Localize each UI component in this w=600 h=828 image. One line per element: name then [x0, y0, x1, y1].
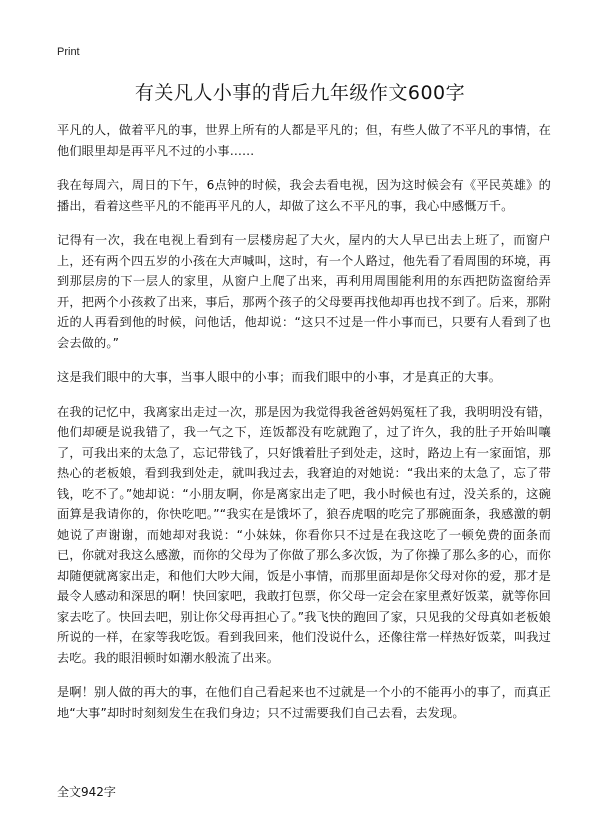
paragraph: 我在每周六，周日的下午，6点钟的时候，我会去看电视，因为这时候会有《平民英雄》的播出，看着这些平凡的不能再平凡的人，却做了这么不平凡的事，我心中感慨万千。: [57, 178, 551, 213]
paragraph: 记得有一次，我在电视上看到有一层楼房起了大火，屋内的大人早已出去上班了，而窗户上，还有两个四五岁的小孩在大声喊叫，这时，有一个人路过，他先看了看周围的环境，再到那层房的下一层人的家里，从窗户上爬了出来，再利用周围能利用的东西把防盗窗给弄开，把两个小孩救了出来，事后，那两个孩子的父母要再找他却再也找不到了。后来，那附近的人再看到他的时候，问他话，他却说：“这只不过是一件小事而已，只要有人看到了也会去做的。”: [57, 233, 551, 350]
article-title: 有关凡人小事的背后九年级作文600字: [134, 82, 466, 104]
print-link[interactable]: Print: [57, 46, 80, 58]
paragraph: 平凡的人，做着平凡的事，世界上所有的人都是平凡的；但，有些人做了不平凡的事情，在他们眼里却是再平凡不过的小事……: [57, 123, 551, 158]
word-count: 全文942字: [57, 785, 116, 799]
article-body: [57, 120, 551, 737]
paragraph: 是啊！别人做的再大的事，在他们自己看起来也不过就是一个小的不能再小的事了，而真正地“大事”却时时刻刻发生在我们身边；只不过需要我们自己去看，去发现。: [57, 685, 551, 720]
paragraph: 这是我们眼中的大事，当事人眼中的小事；而我们眼中的小事，才是真正的大事。: [57, 370, 502, 384]
paragraph: 在我的记忆中，我离家出走过一次，那是因为我觉得我爸爸妈妈冤枉了我，我明明没有错，他们却硬是说我错了，我一气之下，连饭都没有吃就跑了，过了许久，我的肚子开始叫嚷了，可我出来的太急了，忘记带钱了，只好饿着肚子到处走，这时，路边上有一家面馆，那热心的老板娘，看到我到处走，就叫我过去，我窘迫的对她说：“我出来的太急了，忘了带钱，吃不了。”她却说：“小朋友啊，你是离家出走了吧，我小时候也有过，没关系的，这碗面算是我请你的，你快吃吧。”“我实在是饿坏了，狼吞虎咽的吃完了那碗面条，我感激的朝她说了声谢谢，而她却对我说：“小妹妹，你看你只不过是在我这吃了一顿免费的面条而已，你就对我这么感激，而你的父母为了你做了那么多次饭，为了你操了那么多的心，而你却随便就离家出走，和他们大吵大闹，饭是小事情，而那里面却是你父母对你的爱，那才是最令人感动和深思的啊！快回家吧，我敢打包票，你父母一定会在家里煮好饭菜，就等你回家去吃了。快回去吧，别让你父母再担心了。”我飞快的跑回了家，只见我的父母真如老板娘所说的一样，在家等我吃饭。看到我回来，他们没说什么，还像往常一样热好饭菜，叫我过去吃。我的眼泪顿时如潮水般流了出来。: [57, 404, 551, 665]
